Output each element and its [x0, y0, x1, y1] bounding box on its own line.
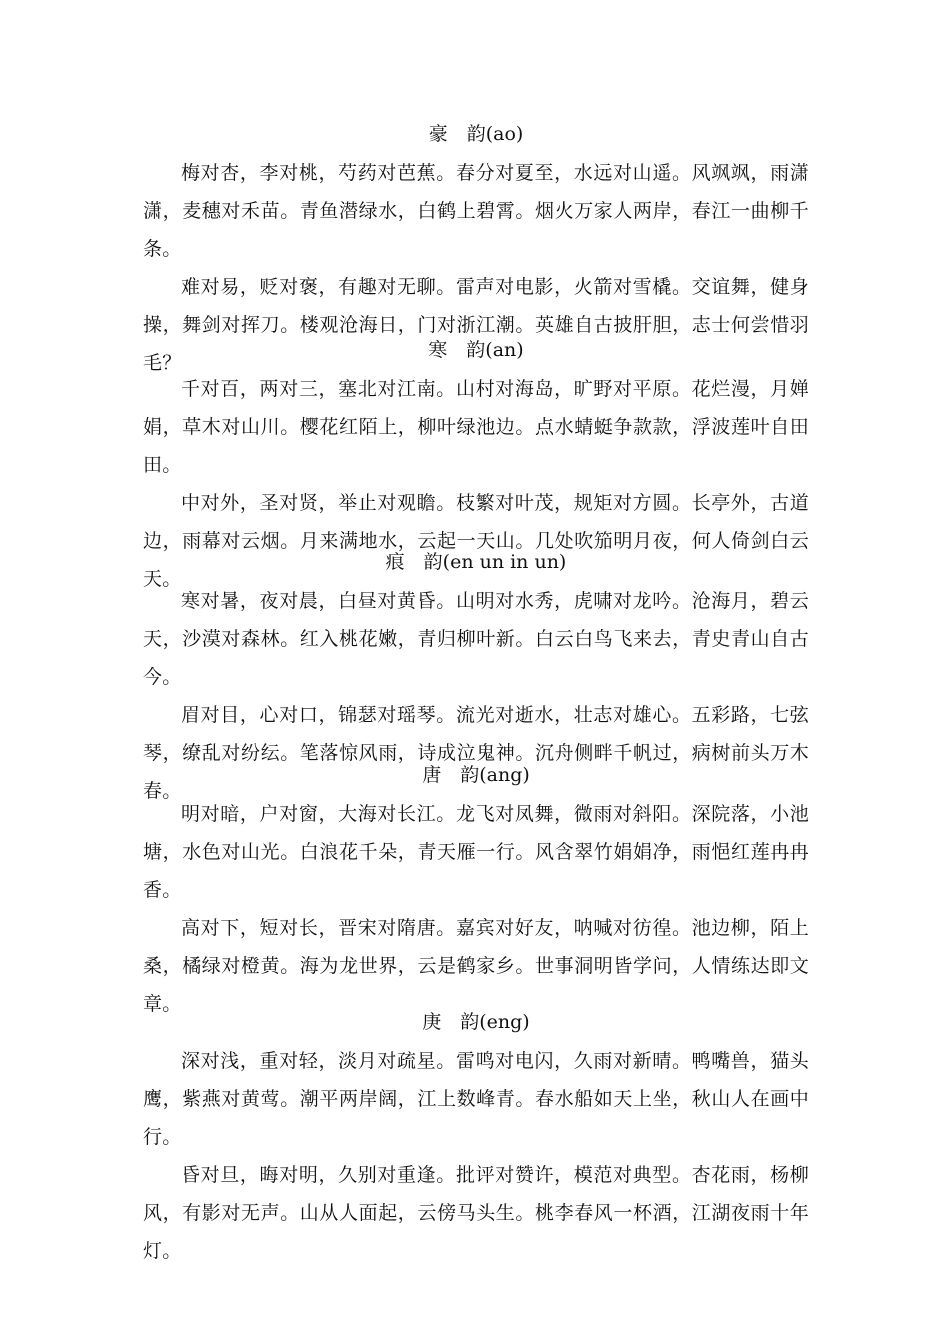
paragraph: 深对浅，重对轻，淡月对疏星。雷鸣对电闪，久雨对新晴。鸭嘴兽，猫头鹰，紫燕对黄莺。潮平两岸阔，江上数峰青。春水船如天上坐，秋山人在画中行。 [143, 1050, 809, 1148]
section-heading: 寒 韵(an) [428, 339, 524, 361]
section-heading: 唐 韵(ang) [422, 764, 530, 786]
paragraph: 千对百，两对三，塞北对江南。山村对海岛，旷野对平原。花烂漫，月婵娟，草木对山川。樱花红陌上，柳叶绿池边。点水蜻蜓争款款，浮波莲叶自田田。 [143, 378, 809, 476]
paragraph: 明对暗，户对窗，大海对长江。龙飞对凤舞，微雨对斜阳。深院落，小池塘，水色对山光。白浪花千朵，青天雁一行。风含翠竹娟娟净，雨悒红莲冉冉香。 [143, 803, 809, 901]
paragraph: 梅对杏，李对桃，芍药对芭蕉。春分对夏至，水远对山遥。风飒飒，雨潇潇，麦穗对禾苗。青鱼潜绿水，白鹤上碧霄。烟火万家人两岸，春江一曲柳千条。 [143, 162, 809, 260]
section-heading: 痕 韵(en un in un) [385, 551, 567, 573]
paragraph: 高对下，短对长，晋宋对隋唐。嘉宾对好友，呐喊对彷徨。池边柳，陌上桑，橘绿对橙黄。海为龙世界，云是鹤家乡。世事洞明皆学问，人情练达即文章。 [143, 917, 809, 1015]
section-heading: 豪 韵(ao) [428, 123, 524, 145]
section-geng-rhyme [143, 1010, 809, 1270]
paragraph: 难对易，贬对褒，有趣对无聊。雷声对电影，火箭对雪橇。交谊舞，健身操，舞剑对挥刀。楼观沧海日，门对浙江潮。英雄自古披肝胆，志士何尝惜羽毛？ [143, 276, 809, 374]
section-heading: 庚 韵(eng) [422, 1011, 530, 1033]
section-tang-rhyme [143, 763, 809, 1023]
paragraph: 昏对旦，晦对明，久别对重逢。批评对赞许，模范对典型。杏花雨，杨柳风，有影对无声。山从人面起，云傍马头生。桃李春风一杯酒，江湖夜雨十年灯。 [143, 1164, 809, 1262]
paragraph: 眉对目，心对口，锦瑟对瑶琴。流光对逝水，壮志对雄心。五彩路，七弦琴，缭乱对纷纭。笔落惊风雨，诗成泣鬼神。沉舟侧畔千帆过，病树前头万木春。 [143, 704, 809, 802]
paragraph: 寒对暑，夜对晨，白昼对黄昏。山明对水秀，虎啸对龙吟。沧海月，碧云天，沙漠对森林。红入桃花嫩，青归柳叶新。白云白鸟飞来去，青史青山自古今。 [143, 590, 809, 688]
paragraph: 中对外，圣对贤，举止对观瞻。枝繁对叶茂，规矩对方圆。长亭外，古道边，雨幕对云烟。月来满地水，云起一天山。几处吹笳明月夜，何人倚剑白云天。 [143, 492, 809, 590]
